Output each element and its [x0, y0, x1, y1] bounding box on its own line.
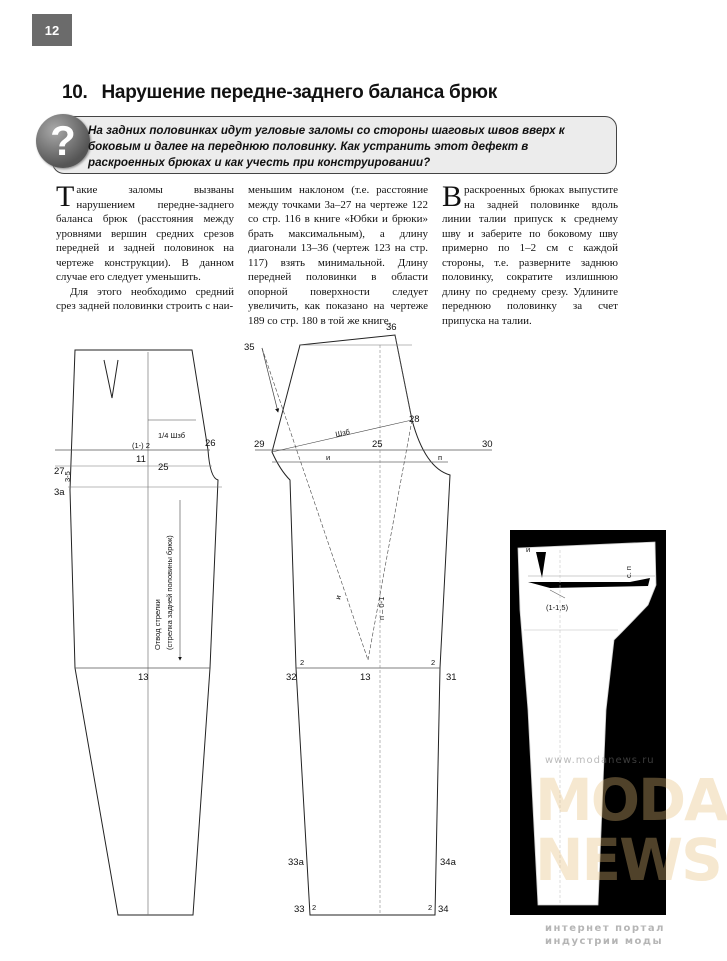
photo-label: (1-1,5) [546, 603, 569, 612]
point-label: 33а [288, 857, 304, 868]
point-label: 3а [54, 487, 65, 498]
arrow-caption: Отвод стрелки [153, 599, 162, 650]
point-label: 11 [136, 454, 146, 465]
point-label: 2 [428, 903, 433, 912]
point-label: п [438, 453, 443, 462]
photo-label: с. п [624, 566, 633, 578]
point-label: 35 [244, 342, 255, 353]
back-dart [104, 360, 118, 398]
point-label: и [333, 594, 344, 601]
point-label: 32 [286, 672, 297, 683]
point-label: 13 [360, 672, 371, 683]
point-label: 3-5 [63, 471, 72, 482]
dropcap: Т [56, 180, 75, 213]
point-label: 2 [300, 658, 305, 667]
back-half-outline [70, 350, 218, 915]
point-label: 28 [409, 414, 420, 425]
section-title: Нарушение передне-заднего баланса брюк [101, 82, 497, 103]
paragraph: Такие заломы вызваны нарушением передне-заднего баланса брюк (расстояния между уровнями вершин средних срезов передней и задней половинок на чертеже конструкции). В данном случае его следует уменьшить. [56, 180, 234, 283]
back-half-pattern [55, 350, 222, 915]
point-label: п – 0-1 [377, 596, 386, 620]
question-text: На задних половинках идут угловые заломы со стороны шаговых швов вверх к боковым и далее на переднюю половинку. Как устранить этот дефект в раскроенных брюках и как учесть при конструировании? [88, 124, 565, 169]
question-icon: ? [36, 114, 90, 168]
point-label: 34 [438, 904, 449, 915]
page-number: 12 [32, 14, 72, 46]
back-half-labels [54, 431, 216, 683]
point-label: 27 [54, 466, 65, 477]
point-label: 1/4 Шзб [158, 431, 186, 440]
point-label: 13 [138, 672, 149, 683]
front-half-outline [272, 335, 450, 915]
front-half-labels [244, 322, 493, 915]
point-label: 29 [254, 439, 265, 450]
photo-label: и [526, 545, 531, 554]
arrow-caption: (стрелка задней половины брюк) [165, 535, 174, 650]
point-label: 26 [205, 438, 216, 449]
point-label: 25 [372, 439, 383, 450]
section-number: 10. [62, 82, 88, 103]
front-half-pattern [255, 335, 492, 915]
point-label: 2 [431, 658, 436, 667]
point-label: (1-) 2 [132, 441, 150, 450]
watermark-brand: MODA NEWS [535, 766, 727, 894]
point-label: 2 [312, 903, 317, 912]
dropcap: В [442, 180, 463, 213]
paragraph: Враскроенных брюках выпустите на задней половинке вдоль линии талии припуск к среднему шву и заберите по боковому шву примерно по 1–2 см с каждой стороны, т.е. разверните заднюю половинку, сократите излишнюю длину по среднему срезу. Удлините переднюю половинку за счет припуска на талии. [442, 180, 618, 327]
point-label: 30 [482, 439, 493, 450]
watermark-tagline: интернет портал индустрии моды [545, 923, 665, 947]
point-label: и [326, 453, 331, 462]
point-label: Шзб [334, 427, 351, 439]
point-label: 34а [440, 857, 456, 868]
point-label: 33 [294, 904, 305, 915]
paragraph: меньшим наклоном (т.е. расстояние между точками 3а–27 на чертеже 122 со стр. 116 в книге «Юбки и брюки» брать максимальным), а длину диагонали 13–36 (чертеж 123 на стр. 117) взять минимальной. Длину передней половинки в области опорной поверхности следует увеличить, как показано на чертеже 189 со стр. 180 в той же книге. [248, 184, 428, 327]
point-label: 36 [386, 322, 397, 333]
watermark-url: www.modanews.ru [545, 755, 655, 766]
point-label: 25 [158, 462, 169, 473]
point-label: 31 [446, 672, 457, 683]
paragraph: Для этого необходимо средний срез задней половинки строить с наи- [56, 285, 234, 312]
